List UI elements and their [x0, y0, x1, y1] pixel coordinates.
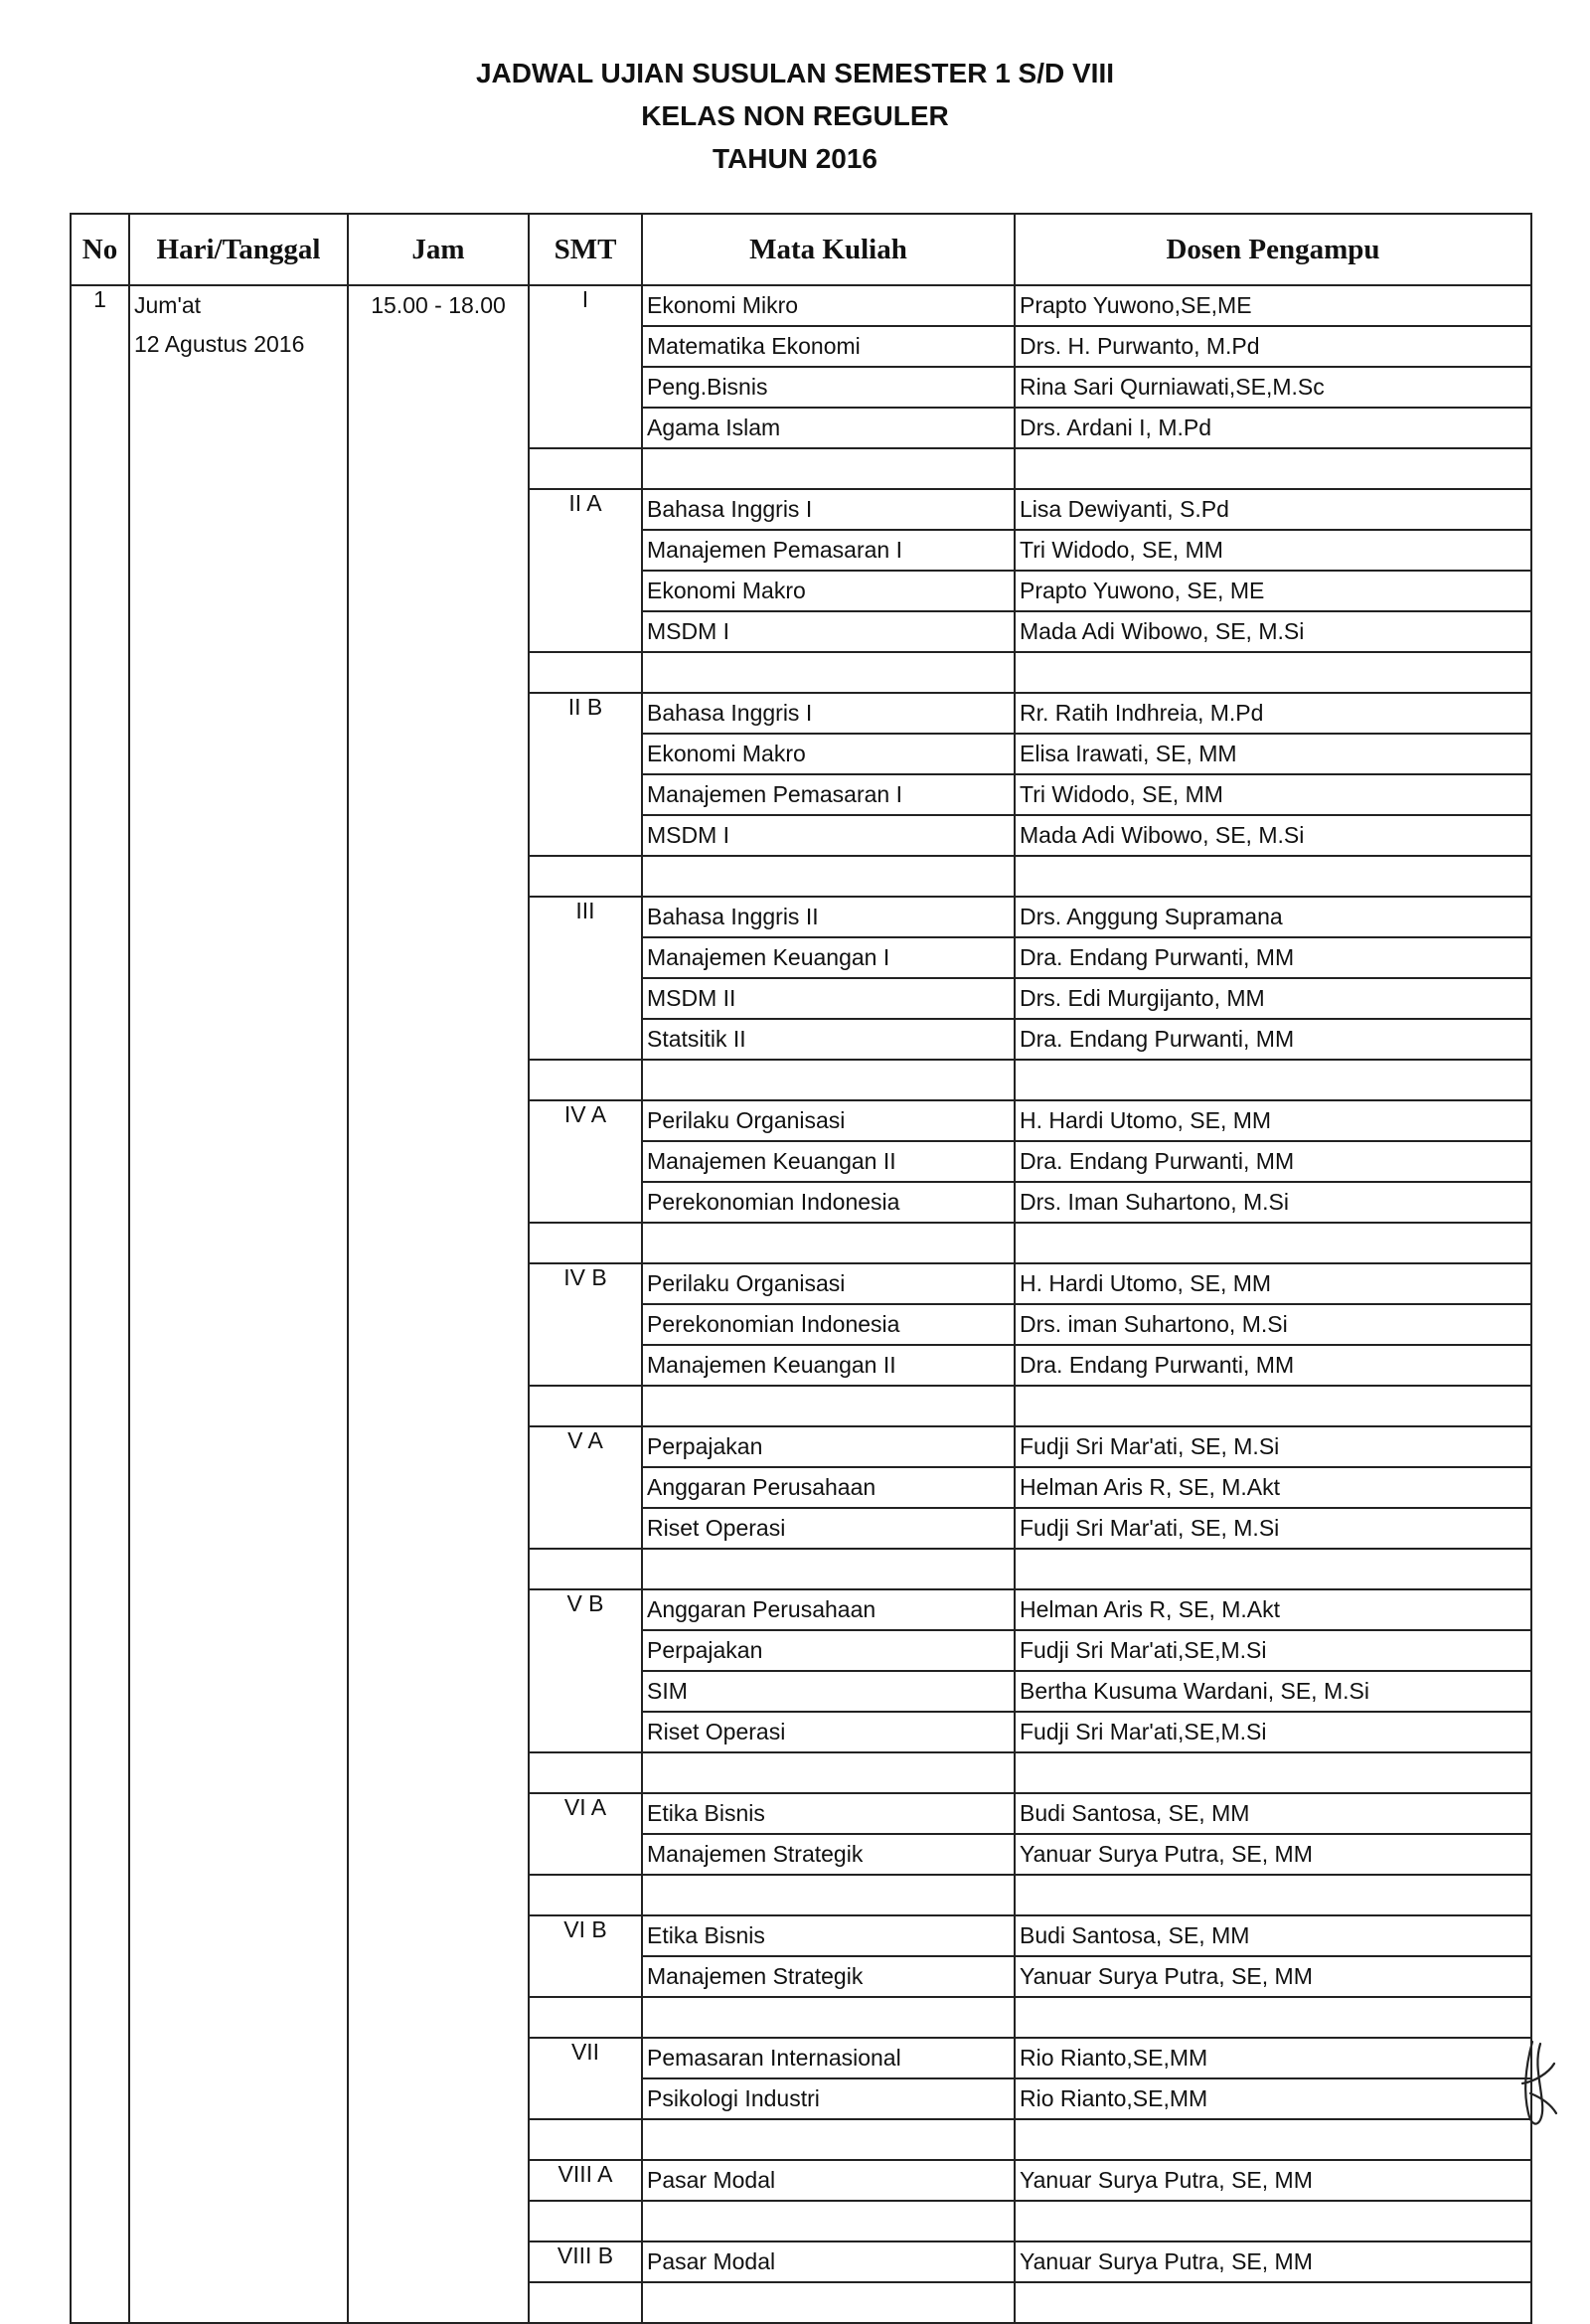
table-row: [71, 285, 1531, 326]
lecturer-cell: Yanuar Surya Putra, SE, MM: [1015, 1834, 1531, 1875]
course-cell: Perpajakan: [642, 1426, 1015, 1467]
spacer-cell: [1015, 1060, 1531, 1100]
spacer-cell: [642, 2282, 1015, 2323]
spacer-cell: [529, 652, 642, 693]
course-cell: Agama Islam: [642, 408, 1015, 448]
course-cell: Perekonomian Indonesia: [642, 1304, 1015, 1345]
course-cell: MSDM II: [642, 978, 1015, 1019]
semester-cell: IV A: [529, 1100, 642, 1223]
spacer-cell: [642, 1752, 1015, 1793]
course-cell: Manajemen Keuangan I: [642, 937, 1015, 978]
lecturer-cell: Prapto Yuwono, SE, ME: [1015, 571, 1531, 611]
exam-schedule-table: [70, 213, 1532, 2324]
spacer-cell: [642, 2201, 1015, 2241]
course-cell: MSDM I: [642, 611, 1015, 652]
lecturer-cell: Drs. Anggung Supramana: [1015, 897, 1531, 937]
spacer-cell: [529, 1223, 642, 1263]
title-line-2: KELAS NON REGULER: [641, 100, 949, 131]
course-cell: MSDM I: [642, 815, 1015, 856]
course-cell: Manajemen Keuangan II: [642, 1345, 1015, 1386]
lecturer-cell: Yanuar Surya Putra, SE, MM: [1015, 2160, 1531, 2201]
spacer-cell: [1015, 2119, 1531, 2160]
lecturer-cell: Fudji Sri Mar'ati,SE,M.Si: [1015, 1630, 1531, 1671]
lecturer-cell: Mada Adi Wibowo, SE, M.Si: [1015, 611, 1531, 652]
spacer-cell: [529, 1549, 642, 1589]
course-cell: Manajemen Strategik: [642, 1956, 1015, 1997]
spacer-cell: [642, 448, 1015, 489]
spacer-cell: [1015, 856, 1531, 897]
lecturer-cell: Yanuar Surya Putra, SE, MM: [1015, 1956, 1531, 1997]
course-cell: SIM: [642, 1671, 1015, 1712]
header-time: Jam: [348, 214, 529, 285]
spacer-cell: [642, 1223, 1015, 1263]
lecturer-cell: Dra. Endang Purwanti, MM: [1015, 1345, 1531, 1386]
spacer-cell: [642, 1060, 1015, 1100]
lecturer-cell: H. Hardi Utomo, SE, MM: [1015, 1100, 1531, 1141]
spacer-cell: [529, 1386, 642, 1426]
semester-cell: II A: [529, 489, 642, 652]
spacer-cell: [529, 856, 642, 897]
spacer-cell: [1015, 1386, 1531, 1426]
row-number: 1: [71, 285, 129, 2323]
course-cell: Perpajakan: [642, 1630, 1015, 1671]
course-cell: Perekonomian Indonesia: [642, 1182, 1015, 1223]
lecturer-cell: Yanuar Surya Putra, SE, MM: [1015, 2241, 1531, 2282]
course-cell: Anggaran Perusahaan: [642, 1467, 1015, 1508]
semester-cell: VIII B: [529, 2241, 642, 2282]
course-cell: Ekonomi Makro: [642, 734, 1015, 774]
spacer-cell: [642, 2119, 1015, 2160]
title-line-3: TAHUN 2016: [713, 143, 877, 174]
exam-day: Jum'at: [134, 292, 202, 318]
semester-cell: II B: [529, 693, 642, 856]
course-cell: Manajemen Pemasaran I: [642, 530, 1015, 571]
semester-cell: III: [529, 897, 642, 1060]
course-cell: Ekonomi Makro: [642, 571, 1015, 611]
spacer-cell: [1015, 652, 1531, 693]
lecturer-cell: Rr. Ratih Indhreia, M.Pd: [1015, 693, 1531, 734]
lecturer-cell: Helman Aris R, SE, M.Akt: [1015, 1589, 1531, 1630]
schedule-body: [71, 285, 1531, 2323]
course-cell: Matematika Ekonomi: [642, 326, 1015, 367]
spacer-cell: [1015, 1752, 1531, 1793]
handwritten-initial: [1512, 2034, 1562, 2143]
lecturer-cell: Dra. Endang Purwanti, MM: [1015, 1141, 1531, 1182]
spacer-cell: [642, 1875, 1015, 1915]
lecturer-cell: Tri Widodo, SE, MM: [1015, 774, 1531, 815]
lecturer-cell: Dra. Endang Purwanti, MM: [1015, 937, 1531, 978]
course-cell: Etika Bisnis: [642, 1793, 1015, 1834]
course-cell: Statsitik II: [642, 1019, 1015, 1060]
header-smt: SMT: [529, 214, 642, 285]
spacer-cell: [529, 2282, 642, 2323]
course-cell: Bahasa Inggris I: [642, 693, 1015, 734]
title-line-1: JADWAL UJIAN SUSULAN SEMESTER 1 S/D VIII: [475, 58, 1115, 88]
lecturer-cell: Drs. Ardani I, M.Pd: [1015, 408, 1531, 448]
semester-cell: VI A: [529, 1793, 642, 1875]
course-cell: Pasar Modal: [642, 2160, 1015, 2201]
course-cell: Ekonomi Mikro: [642, 285, 1015, 326]
course-cell: Manajemen Strategik: [642, 1834, 1015, 1875]
lecturer-cell: Elisa Irawati, SE, MM: [1015, 734, 1531, 774]
spacer-cell: [529, 1875, 642, 1915]
lecturer-cell: Drs. H. Purwanto, M.Pd: [1015, 326, 1531, 367]
course-cell: Manajemen Keuangan II: [642, 1141, 1015, 1182]
lecturer-cell: Budi Santosa, SE, MM: [1015, 1915, 1531, 1956]
course-cell: Bahasa Inggris I: [642, 489, 1015, 530]
spacer-cell: [529, 448, 642, 489]
course-cell: Bahasa Inggris II: [642, 897, 1015, 937]
lecturer-cell: Budi Santosa, SE, MM: [1015, 1793, 1531, 1834]
header-course: Mata Kuliah: [642, 214, 1015, 285]
spacer-cell: [642, 1997, 1015, 2038]
course-cell: Etika Bisnis: [642, 1915, 1015, 1956]
spacer-cell: [1015, 2282, 1531, 2323]
spacer-cell: [529, 1060, 642, 1100]
exam-time: 15.00 - 18.00: [348, 285, 529, 2323]
lecturer-cell: Fudji Sri Mar'ati,SE,M.Si: [1015, 1712, 1531, 1752]
header-day: Hari/Tanggal: [129, 214, 348, 285]
lecturer-cell: Lisa Dewiyanti, S.Pd: [1015, 489, 1531, 530]
lecturer-cell: Drs. Edi Murgijanto, MM: [1015, 978, 1531, 1019]
semester-cell: VII: [529, 2038, 642, 2119]
spacer-cell: [642, 1549, 1015, 1589]
lecturer-cell: Prapto Yuwono,SE,ME: [1015, 285, 1531, 326]
spacer-cell: [529, 2201, 642, 2241]
lecturer-cell: Rio Rianto,SE,MM: [1015, 2038, 1531, 2078]
header-no: No: [71, 214, 129, 285]
spacer-cell: [1015, 1875, 1531, 1915]
semester-cell: V B: [529, 1589, 642, 1752]
lecturer-cell: Rina Sari Qurniawati,SE,M.Sc: [1015, 367, 1531, 408]
spacer-cell: [1015, 2201, 1531, 2241]
course-cell: Riset Operasi: [642, 1712, 1015, 1752]
course-cell: Perilaku Organisasi: [642, 1100, 1015, 1141]
course-cell: Perilaku Organisasi: [642, 1263, 1015, 1304]
day-date-cell: [129, 285, 348, 2323]
lecturer-cell: Dra. Endang Purwanti, MM: [1015, 1019, 1531, 1060]
lecturer-cell: Rio Rianto,SE,MM: [1015, 2078, 1531, 2119]
lecturer-cell: Drs. iman Suhartono, M.Si: [1015, 1304, 1531, 1345]
lecturer-cell: Fudji Sri Mar'ati, SE, M.Si: [1015, 1508, 1531, 1549]
course-cell: Pemasaran Internasional: [642, 2038, 1015, 2078]
spacer-cell: [1015, 1997, 1531, 2038]
semester-cell: I: [529, 285, 642, 448]
document-title: [0, 52, 1590, 180]
spacer-cell: [1015, 1223, 1531, 1263]
spacer-cell: [642, 856, 1015, 897]
spacer-cell: [529, 1752, 642, 1793]
semester-cell: VI B: [529, 1915, 642, 1997]
lecturer-cell: Tri Widodo, SE, MM: [1015, 530, 1531, 571]
exam-date: 12 Agustus 2016: [134, 331, 305, 357]
semester-cell: V A: [529, 1426, 642, 1549]
course-cell: Anggaran Perusahaan: [642, 1589, 1015, 1630]
header-lecturer: Dosen Pengampu: [1015, 214, 1531, 285]
course-cell: Manajemen Pemasaran I: [642, 774, 1015, 815]
lecturer-cell: Mada Adi Wibowo, SE, M.Si: [1015, 815, 1531, 856]
spacer-cell: [1015, 448, 1531, 489]
lecturer-cell: Fudji Sri Mar'ati, SE, M.Si: [1015, 1426, 1531, 1467]
lecturer-cell: Helman Aris R, SE, M.Akt: [1015, 1467, 1531, 1508]
spacer-cell: [529, 2119, 642, 2160]
spacer-cell: [642, 1386, 1015, 1426]
lecturer-cell: Bertha Kusuma Wardani, SE, M.Si: [1015, 1671, 1531, 1712]
semester-cell: VIII A: [529, 2160, 642, 2201]
course-cell: Psikologi Industri: [642, 2078, 1015, 2119]
course-cell: Pasar Modal: [642, 2241, 1015, 2282]
spacer-cell: [1015, 1549, 1531, 1589]
course-cell: Peng.Bisnis: [642, 367, 1015, 408]
spacer-cell: [529, 1997, 642, 2038]
spacer-cell: [642, 652, 1015, 693]
course-cell: Riset Operasi: [642, 1508, 1015, 1549]
header-row: [71, 214, 1531, 285]
semester-cell: IV B: [529, 1263, 642, 1386]
lecturer-cell: Drs. Iman Suhartono, M.Si: [1015, 1182, 1531, 1223]
lecturer-cell: H. Hardi Utomo, SE, MM: [1015, 1263, 1531, 1304]
